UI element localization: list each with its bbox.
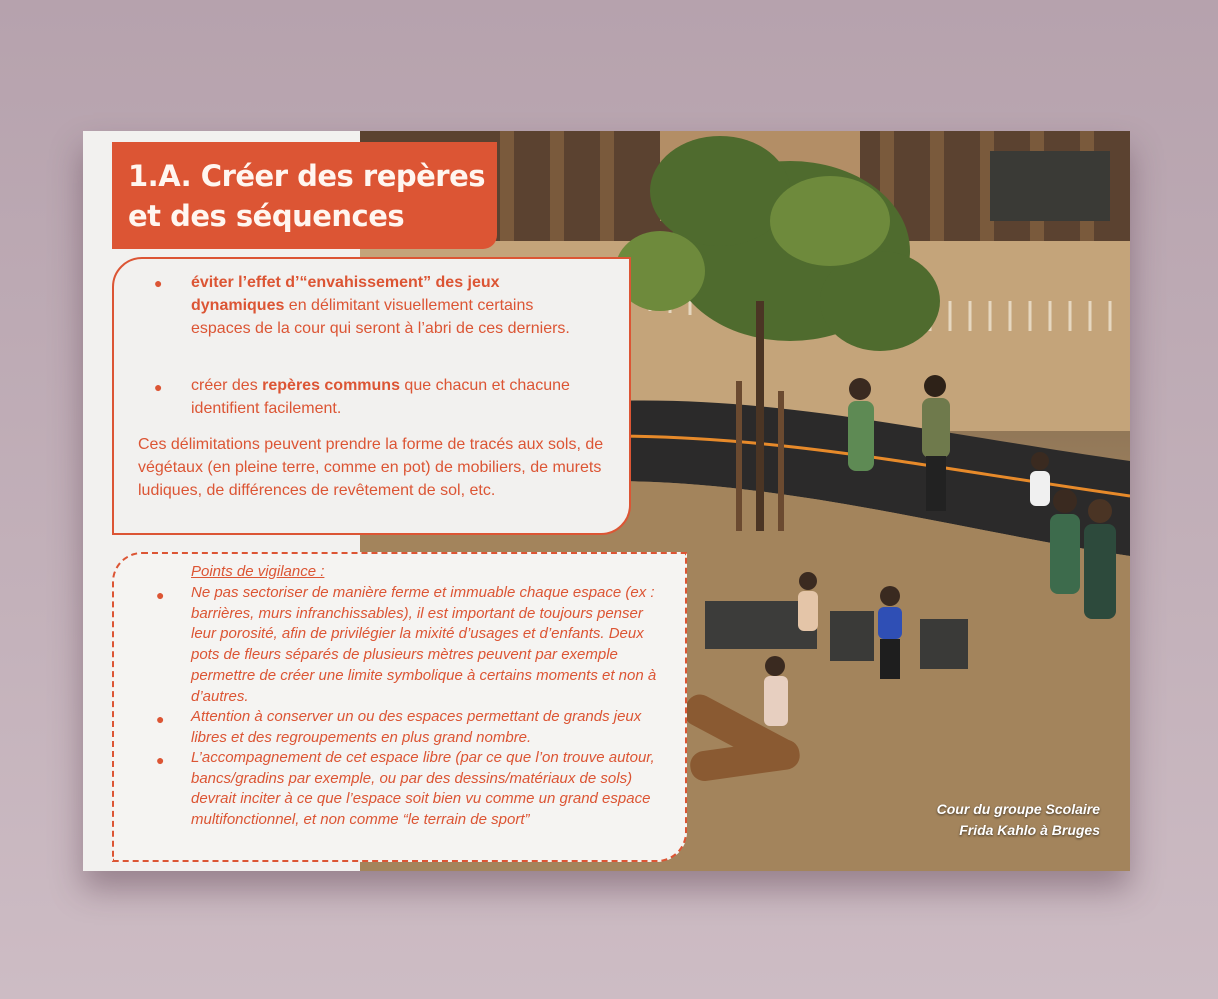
bullet-1-bold: éviter l’effet d’“envahissement” des jeux dynamiques: [191, 274, 500, 314]
photo-caption: [937, 799, 1100, 841]
bullet-1-text: en délimitant visuellement certains espaces de la cour qui seront à l’abri de ces derniers.: [191, 297, 570, 337]
photo-caption-line-2: Frida Kahlo à Bruges: [959, 822, 1100, 838]
bullet-dot: ●: [154, 379, 163, 395]
document-page: [83, 131, 1130, 871]
main-content-box: [112, 257, 631, 535]
bullet-dot: ●: [156, 587, 165, 603]
bullet-dot: ●: [156, 711, 165, 727]
bullet-item-2: [191, 374, 581, 420]
bullet-dot: ●: [156, 752, 165, 768]
page-title: [128, 156, 485, 236]
photo-caption-line-1: Cour du groupe Scolaire: [936, 801, 1100, 817]
main-paragraph: Ces délimitations peuvent prendre la forme de tracés aux sols, de végétaux (en pleine terre, comme en pot) de mobiliers, de murets ludiques, de différences de revêtement de sol, etc.: [138, 436, 604, 499]
bullet-2-pre: créer des: [191, 377, 263, 394]
vigilance-item-2: Attention à conserver un ou des espaces permettant de grands jeux libres et des regroupements en plus grand nombre.: [191, 708, 642, 746]
bullet-item-1: [191, 271, 571, 340]
vigilance-item-3: L’accompagnement de cet espace libre (par ce que l’on trouve autour, bancs/gradins par exemple, ou par des dessins/matériaux de sols) devrait inciter à ce que l’espace soit bien vu comme un grand espace multifonctionnel, et non comme “le terrain de sport”: [191, 749, 655, 829]
page-title-line-1: 1.A. Créer des repères: [128, 159, 486, 193]
vigilance-item-1: Ne pas sectoriser de manière ferme et immuable chaque espace (ex : barrières, murs infranchissables), il est important de toujours penser leur porosité, afin de privilégier la mixité d’usages et d’enfants. Deux pots de fleurs séparés de plusieurs mètres peuvent par exemple permettre de créer une limite symbolique à certains moments et non à d’autres.: [191, 584, 657, 705]
vigilance-heading: Points de vigilance :: [191, 563, 325, 580]
bullet-dot: ●: [154, 275, 163, 291]
vigilance-box: [112, 552, 687, 862]
bullet-2-text: que chacun et chacune identifient facilement.: [191, 377, 570, 417]
title-banner: [112, 142, 497, 249]
page-title-line-2: et des séquences: [128, 199, 405, 233]
bullet-2-bold: repères communs: [262, 377, 400, 394]
